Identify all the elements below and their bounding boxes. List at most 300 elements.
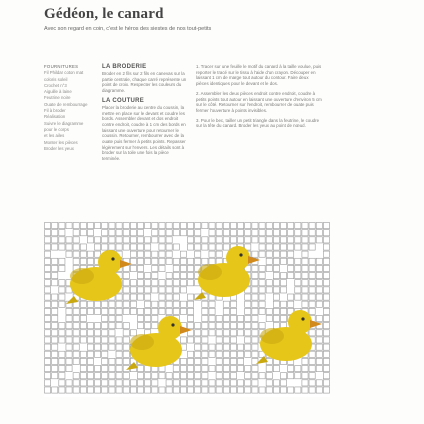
grid-cell — [73, 344, 79, 350]
grid-cell — [116, 387, 122, 393]
steps-column — [196, 64, 322, 133]
grid-cell — [259, 244, 265, 250]
grid-cell — [180, 287, 186, 293]
grid-cell — [309, 387, 315, 393]
grid-cell — [102, 351, 108, 357]
supply-line: Aiguille à laine — [44, 89, 72, 95]
grid-cell — [266, 230, 272, 236]
grid-cell — [316, 287, 322, 293]
grid-cell — [123, 301, 129, 307]
grid-cell — [109, 301, 115, 307]
grid-cell — [166, 294, 172, 300]
grid-cell — [295, 287, 301, 293]
grid-cell — [273, 258, 279, 264]
grid-cell — [252, 373, 258, 379]
grid-cell — [323, 273, 329, 279]
grid-cell — [280, 244, 286, 250]
grid-cell — [116, 337, 122, 343]
grid-cell — [295, 387, 301, 393]
grid-cell — [230, 380, 236, 386]
grid-cell — [116, 380, 122, 386]
grid-cell — [252, 230, 258, 236]
grid-cell — [188, 323, 194, 329]
grid-cell — [116, 237, 122, 243]
grid-cell — [223, 344, 229, 350]
grid-cell — [45, 373, 51, 379]
grid-cell — [66, 223, 72, 229]
step-paragraph: 2. Assembler les deux pièces endroit contre endroit, coudre à petits points tout autour en laissant une ouverture d'environ 5 cm sur le côté. Retourner sur l'endroit, rembourrer de ouate puis fermer l'ouverture à points invisibles. — [196, 90, 322, 113]
grid-cell — [145, 294, 151, 300]
grid-cell — [59, 358, 65, 364]
grid-cell — [45, 258, 51, 264]
grid-cell — [102, 380, 108, 386]
section-heading: LA BRODERIE — [102, 64, 147, 70]
grid-cell — [230, 330, 236, 336]
grid-cell — [288, 230, 294, 236]
grid-cell — [295, 244, 301, 250]
grid-cell — [316, 351, 322, 357]
grid-cell — [95, 373, 101, 379]
grid-cell — [87, 237, 93, 243]
grid-cell — [130, 380, 136, 386]
grid-cell — [123, 373, 129, 379]
grid-cell — [66, 315, 72, 321]
grid-cell — [202, 301, 208, 307]
grid-cell — [102, 315, 108, 321]
grid-cell — [223, 244, 229, 250]
supply-line: Crochet n°3 — [44, 82, 67, 88]
grid-cell — [116, 358, 122, 364]
grid-cell — [59, 258, 65, 264]
section-heading: LA COUTURE — [102, 97, 145, 104]
grid-cell — [266, 308, 272, 314]
grid-cell — [45, 358, 51, 364]
grid-cell — [73, 337, 79, 343]
grid-cell — [52, 387, 58, 393]
grid-cell — [216, 380, 222, 386]
grid-cell — [302, 265, 308, 271]
grid-cell — [102, 308, 108, 314]
grid-cell — [80, 308, 86, 314]
grid-cell — [137, 273, 143, 279]
supply-line: Broder les yeux — [44, 145, 74, 151]
grid-cell — [73, 330, 79, 336]
grid-cell — [323, 251, 329, 257]
instructions-column — [102, 64, 188, 166]
duck-head — [158, 316, 182, 340]
grid-cell — [109, 387, 115, 393]
grid-cell — [52, 315, 58, 321]
grid-cell — [195, 251, 201, 257]
grid-cell — [216, 344, 222, 350]
grid-cell — [123, 323, 129, 329]
grid-cell — [188, 308, 194, 314]
grid-cell — [195, 358, 201, 364]
grid-cell — [137, 265, 143, 271]
grid-cell — [259, 223, 265, 229]
grid-cell — [323, 315, 329, 321]
step-paragraph: 1. Tracer sur une feuille le motif du canard à la taille voulue, puis reporter le tracé sur le tissu à l'aide d'un crayon. Découper en laissant 1 cm de marge tout autour du contour. Faire deux pièces identiques pour le devant et le dos. — [196, 64, 322, 87]
grid-cell — [230, 230, 236, 236]
grid-cell — [202, 308, 208, 314]
grid-cell — [45, 273, 51, 279]
grid-cell — [45, 351, 51, 357]
grid-cell — [123, 380, 129, 386]
grid-cell — [59, 337, 65, 343]
grid-cell — [180, 387, 186, 393]
grid-cell — [309, 223, 315, 229]
grid-cell — [316, 294, 322, 300]
grid-cell — [323, 223, 329, 229]
grid-cell — [109, 380, 115, 386]
grid-cell — [66, 308, 72, 314]
grid-cell — [273, 301, 279, 307]
grid-cell — [123, 387, 129, 393]
grid-cell — [87, 366, 93, 372]
grid-cell — [316, 387, 322, 393]
grid-cell — [130, 223, 136, 229]
grid-cell — [209, 230, 215, 236]
grid-cell — [80, 301, 86, 307]
grid-cell — [209, 308, 215, 314]
supply-line: Réalisation — [44, 114, 66, 120]
grid-cell — [166, 230, 172, 236]
grid-cell — [173, 366, 179, 372]
grid-cell — [266, 280, 272, 286]
grid-cell — [288, 373, 294, 379]
grid-cell — [109, 344, 115, 350]
grid-cell — [302, 358, 308, 364]
grid-cell — [288, 244, 294, 250]
grid-cell — [188, 366, 194, 372]
grid-cell — [309, 301, 315, 307]
grid-cell — [273, 265, 279, 271]
grid-cell — [59, 244, 65, 250]
grid-cell — [66, 337, 72, 343]
grid-cell — [259, 280, 265, 286]
grid-cell — [230, 223, 236, 229]
grid-cell — [188, 373, 194, 379]
grid-cell — [87, 373, 93, 379]
grid-cell — [245, 380, 251, 386]
grid-cell — [223, 315, 229, 321]
duck-head — [98, 250, 122, 274]
grid-cell — [166, 373, 172, 379]
grid-cell — [316, 230, 322, 236]
grid-cell — [209, 315, 215, 321]
duck-head — [288, 310, 312, 334]
grid-cell — [180, 258, 186, 264]
grid-cell — [123, 280, 129, 286]
grid-cell — [87, 251, 93, 257]
grid-cell — [316, 380, 322, 386]
grid-cell — [252, 280, 258, 286]
duck-eye — [171, 323, 174, 326]
grid-cell — [216, 230, 222, 236]
grid-cell — [80, 387, 86, 393]
grid-cell — [209, 301, 215, 307]
grid-cell — [137, 251, 143, 257]
grid-cell — [302, 301, 308, 307]
grid-cell — [52, 337, 58, 343]
cross-stitch-chart — [44, 222, 330, 397]
grid-cell — [45, 223, 51, 229]
grid-cell — [66, 358, 72, 364]
grid-cell — [95, 223, 101, 229]
grid-cell — [145, 323, 151, 329]
grid-cell — [288, 251, 294, 257]
grid-cell — [73, 244, 79, 250]
grid-cell — [130, 301, 136, 307]
grid-cell — [137, 315, 143, 321]
grid-cell — [45, 265, 51, 271]
supply-line: Suivre le diagramme — [44, 120, 84, 126]
grid-cell — [316, 366, 322, 372]
grid-cell — [223, 358, 229, 364]
grid-cell — [202, 315, 208, 321]
grid-cell — [316, 344, 322, 350]
grid-cell — [80, 244, 86, 250]
grid-cell — [145, 280, 151, 286]
grid-cell — [309, 330, 315, 336]
grid-cell — [173, 244, 179, 250]
grid-cell — [152, 308, 158, 314]
grid-cell — [223, 380, 229, 386]
grid-cell — [66, 323, 72, 329]
grid-cell — [102, 344, 108, 350]
grid-cell — [180, 366, 186, 372]
grid-cell — [145, 301, 151, 307]
grid-cell — [102, 244, 108, 250]
grid-cell — [273, 294, 279, 300]
grid-cell — [109, 230, 115, 236]
section-text: Placer la broderie au centre du coussin, la mettre en place sur le devant et coudre les bords. Assembler devant et dos endroit contre endroit, coudre à 1 cm des bords en laissant une ouverture pour retourner le coussin. Retourner, rembourrer avec de la ouate puis fermer à petits points. Repasser légèrement sur l'envers. Les détails sont à broder sur la toile une fois la pièce terminée. — [102, 104, 186, 162]
grid-cell — [195, 380, 201, 386]
grid-cell — [273, 308, 279, 314]
grid-cell — [280, 258, 286, 264]
grid-cell — [145, 387, 151, 393]
grid-cell — [130, 244, 136, 250]
grid-cell — [316, 330, 322, 336]
grid-cell — [52, 351, 58, 357]
grid-cell — [202, 337, 208, 343]
supply-line: pour le corps — [44, 126, 69, 132]
grid-cell — [116, 294, 122, 300]
grid-cell — [273, 366, 279, 372]
grid-cell — [280, 380, 286, 386]
grid-cell — [95, 301, 101, 307]
grid-cell — [173, 373, 179, 379]
grid-cell — [259, 273, 265, 279]
grid-cell — [59, 351, 65, 357]
grid-cell — [73, 237, 79, 243]
grid-cell — [109, 308, 115, 314]
grid-cell — [280, 387, 286, 393]
grid-cell — [238, 344, 244, 350]
grid-cell — [302, 230, 308, 236]
grid-cell — [309, 280, 315, 286]
section-text: Broder en 2 fils sur 2 fils en canevas sur la partie centrale, chaque carré représente un point de croix. Respecter les couleurs du diagramme. — [102, 71, 187, 94]
grid-cell — [180, 230, 186, 236]
grid-cell — [45, 323, 51, 329]
grid-cell — [230, 351, 236, 357]
grid-cell — [130, 387, 136, 393]
grid-cell — [73, 308, 79, 314]
grid-cell — [52, 280, 58, 286]
grid-cell — [80, 251, 86, 257]
grid-cell — [323, 244, 329, 250]
grid-cell — [52, 223, 58, 229]
grid-cell — [252, 273, 258, 279]
grid-cell — [259, 230, 265, 236]
grid-cell — [130, 237, 136, 243]
grid-cell — [230, 358, 236, 364]
grid-cell — [152, 387, 158, 393]
grid-cell — [45, 387, 51, 393]
grid-cell — [145, 308, 151, 314]
grid-cell — [216, 366, 222, 372]
grid-cell — [273, 280, 279, 286]
grid-cell — [95, 323, 101, 329]
grid-cell — [245, 351, 251, 357]
grid-cell — [216, 237, 222, 243]
grid-cell — [323, 265, 329, 271]
grid-cell — [159, 244, 165, 250]
grid-cell — [266, 251, 272, 257]
grid-cell — [259, 251, 265, 257]
grid-cell — [87, 258, 93, 264]
grid-cell — [323, 230, 329, 236]
grid-cell — [159, 287, 165, 293]
grid-cell — [230, 308, 236, 314]
grid-cell — [245, 308, 251, 314]
grid-cell — [238, 223, 244, 229]
grid-cell — [223, 373, 229, 379]
grid-cell — [173, 380, 179, 386]
grid-cell — [245, 366, 251, 372]
grid-cell — [180, 251, 186, 257]
grid-cell — [252, 301, 258, 307]
grid-cell — [52, 358, 58, 364]
grid-cell — [109, 237, 115, 243]
grid-cell — [66, 330, 72, 336]
grid-cell — [80, 337, 86, 343]
grid-cell — [102, 223, 108, 229]
grid-cell — [266, 244, 272, 250]
grid-cell — [223, 337, 229, 343]
grid-cell — [109, 330, 115, 336]
grid-cell — [309, 273, 315, 279]
grid-cell — [195, 387, 201, 393]
grid-cell — [73, 351, 79, 357]
grid-cell — [159, 223, 165, 229]
grid-cell — [195, 230, 201, 236]
grid-cell — [302, 237, 308, 243]
grid-cell — [309, 358, 315, 364]
grid-cell — [95, 366, 101, 372]
grid-cell — [45, 230, 51, 236]
grid-cell — [123, 294, 129, 300]
grid-cell — [95, 244, 101, 250]
grid-cell — [202, 258, 208, 264]
grid-cell — [309, 351, 315, 357]
grid-cell — [230, 387, 236, 393]
grid-cell — [188, 387, 194, 393]
grid-cell — [52, 258, 58, 264]
section-couture — [102, 98, 188, 162]
grid-cell — [159, 387, 165, 393]
grid-cell — [288, 223, 294, 229]
grid-cell — [280, 237, 286, 243]
grid-cell — [137, 366, 143, 372]
grid-cell — [102, 358, 108, 364]
grid-cell — [45, 344, 51, 350]
grid-cell — [238, 237, 244, 243]
grid-cell — [188, 337, 194, 343]
grid-cell — [266, 258, 272, 264]
grid-cell — [116, 373, 122, 379]
grid-cell — [66, 366, 72, 372]
grid-cell — [73, 230, 79, 236]
grid-cell — [252, 265, 258, 271]
grid-cell — [166, 251, 172, 257]
grid-cell — [302, 294, 308, 300]
grid-cell — [109, 366, 115, 372]
grid-cell — [45, 287, 51, 293]
grid-cell — [252, 330, 258, 336]
grid-cell — [188, 230, 194, 236]
grid-cell — [309, 373, 315, 379]
grid-cell — [323, 387, 329, 393]
grid-cell — [123, 358, 129, 364]
grid-cell — [73, 258, 79, 264]
grid-cell — [252, 344, 258, 350]
grid-cell — [238, 358, 244, 364]
grid-cell — [288, 387, 294, 393]
grid-cell — [159, 265, 165, 271]
grid-cell — [252, 294, 258, 300]
grid-cell — [152, 301, 158, 307]
grid-cell — [316, 358, 322, 364]
grid-cell — [245, 315, 251, 321]
grid-cell — [137, 323, 143, 329]
grid-cell — [252, 323, 258, 329]
grid-cell — [216, 387, 222, 393]
grid-cell — [188, 351, 194, 357]
duck-wing — [130, 334, 154, 350]
grid-cell — [45, 301, 51, 307]
grid-cell — [309, 308, 315, 314]
grid-cell — [59, 323, 65, 329]
grid-cell — [316, 237, 322, 243]
grid-cell — [302, 251, 308, 257]
supply-line: Fil à broder — [44, 108, 66, 114]
grid-cell — [252, 387, 258, 393]
grid-cell — [266, 265, 272, 271]
grid-cell — [123, 351, 129, 357]
grid-cell — [323, 258, 329, 264]
grid-cell — [295, 366, 301, 372]
duck-eye — [111, 257, 114, 260]
grid-cell — [80, 358, 86, 364]
grid-cell — [59, 380, 65, 386]
grid-cell — [209, 351, 215, 357]
grid-cell — [173, 273, 179, 279]
grid-cell — [209, 387, 215, 393]
grid-cell — [316, 280, 322, 286]
grid-cell — [159, 308, 165, 314]
page-subtitle: Avec son regard en coin, c'est le héros des siestes de nos tout-petits — [44, 26, 212, 32]
